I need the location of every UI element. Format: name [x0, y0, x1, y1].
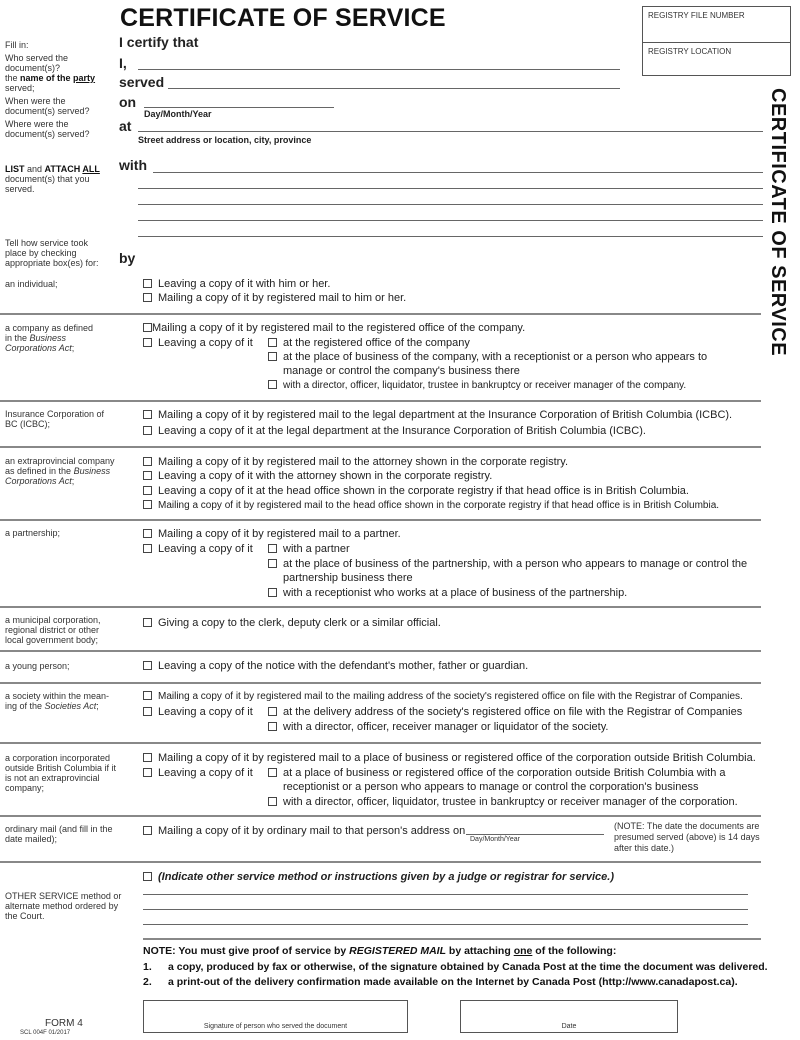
documents-field-3[interactable] — [138, 204, 763, 205]
date-caption: Date — [561, 1023, 577, 1030]
tell-how-help: Tell how service took place by checking appropriate box(es) for: — [5, 238, 99, 268]
address-caption: Street address or location, city, province — [138, 135, 312, 145]
partnership-label: a partnership; — [5, 528, 61, 538]
form-number: FORM 4 — [45, 1018, 83, 1029]
divider — [0, 446, 761, 448]
party-help: the name of the party served; — [5, 73, 96, 93]
partnership-leaving-option[interactable]: Leaving a copy of it — [143, 542, 253, 556]
extraprov-leave-attorney-option[interactable]: Leaving a copy of it with the attorney shown in the corporate registry. — [143, 469, 492, 483]
ordinary-mail-date-field[interactable] — [466, 834, 604, 835]
foreign-corp-place-of-business-option[interactable]: at a place of business or registered office of the corporation outside British Columbia with a — [268, 766, 725, 780]
divider — [0, 815, 761, 817]
divider — [0, 861, 761, 863]
divider — [0, 400, 761, 402]
foreign-corp-label: a corporation incorporated outside British Columbia if it is not an extraprovincial company; — [5, 753, 117, 793]
company-director-option[interactable]: with a director, officer, liquidator, trustee in bankruptcy or receiver manager of the company. — [268, 379, 686, 393]
society-mailing-option[interactable]: Mailing a copy of it by registered mail to the mailing address of the society's registered office on file with the Registrar of Companies. — [143, 690, 743, 704]
vertical-title: CERTIFICATE OF SERVICE — [767, 88, 789, 357]
partnership-mailing-option[interactable]: Mailing a copy of it by registered mail to a partner. — [143, 527, 401, 541]
company-place-of-business-cont: manage or control the company's business there — [283, 365, 520, 377]
divider — [0, 313, 761, 315]
checkbox[interactable] — [143, 426, 152, 435]
company-label: a company as defined in the Business Corporations Act; — [5, 323, 94, 353]
registry-file-number-label: REGISTRY FILE NUMBER — [648, 11, 745, 20]
individual-leaving-option[interactable]: Leaving a copy of it with him or her. — [143, 277, 330, 291]
society-delivery-address-option[interactable]: at the delivery address of the society's registered office on file with the Registrar of Companies — [268, 705, 742, 719]
checkbox[interactable] — [143, 691, 152, 700]
checkbox[interactable] — [268, 544, 277, 553]
young-person-option[interactable]: Leaving a copy of the notice with the defendant's mother, father or guardian. — [143, 659, 528, 673]
foreign-corp-mailing-option[interactable]: Mailing a copy of it by registered mail to a place of business or registered office of the corporation outside British Columbia. — [143, 751, 756, 765]
registered-mail-note: NOTE: You must give proof of service by REGISTERED MAIL by attaching one of the following: — [143, 945, 617, 957]
other-service-field-2[interactable] — [143, 909, 748, 910]
extraprov-mail-attorney-option[interactable]: Mailing a copy of it by registered mail to the attorney shown in the corporate registry. — [143, 455, 568, 469]
society-label: a society within the mean-ing of the Societies Act; — [5, 691, 110, 711]
checkbox[interactable] — [143, 457, 152, 466]
partnership-receptionist-option[interactable]: with a receptionist who works at a place of business of the partnership. — [268, 586, 627, 600]
divider — [143, 938, 761, 940]
checkbox[interactable] — [143, 293, 152, 302]
checkbox[interactable] — [268, 588, 277, 597]
where-served-help: Where were the document(s) served? — [5, 119, 90, 139]
registry-location-field[interactable] — [643, 42, 790, 77]
checkbox[interactable] — [268, 338, 277, 347]
company-mailing-option[interactable]: Mailing a copy of it by registered mail to the registered office of the company. — [143, 321, 525, 335]
individual-mailing-option[interactable]: Mailing a copy of it by registered mail to him or her. — [143, 291, 406, 305]
service-address-field[interactable] — [138, 131, 763, 132]
signature-caption: Signature of person who served the document — [203, 1023, 348, 1030]
checkbox[interactable] — [143, 529, 152, 538]
list-attach-help: LIST and ATTACH ALL document(s) that you served. — [5, 164, 100, 194]
checkbox[interactable] — [143, 500, 152, 509]
company-place-of-business-option[interactable]: at the place of business of the company, with a receptionist or a person who appears to — [268, 350, 707, 364]
checkbox[interactable] — [143, 279, 152, 288]
registry-box — [642, 6, 791, 76]
who-served-help: Who served the document(s)? — [5, 53, 69, 73]
date-signed-field[interactable] — [460, 1000, 678, 1033]
ordinary-mail-note: (NOTE: The date the documents are presumed served (above) is 14 days after this date.) — [614, 821, 760, 853]
server-name-field[interactable] — [138, 69, 620, 70]
divider — [0, 606, 761, 608]
by-label: by — [119, 250, 136, 266]
i-label: I, — [119, 55, 127, 71]
documents-field-4[interactable] — [138, 220, 763, 221]
foreign-corp-director-option[interactable]: with a director, officer, liquidator, trustee in bankruptcy or receiver manager of the corporation. — [268, 795, 738, 809]
page-title: CERTIFICATE OF SERVICE — [120, 4, 446, 32]
other-service-field-1[interactable] — [143, 894, 748, 895]
registry-location-label: REGISTRY LOCATION — [648, 47, 732, 56]
checkbox[interactable] — [143, 471, 152, 480]
checkbox[interactable] — [143, 486, 152, 495]
party-name-field[interactable] — [168, 88, 620, 89]
served-label: served — [119, 74, 165, 90]
divider — [0, 650, 761, 652]
company-leaving-option[interactable]: Leaving a copy of it — [143, 336, 253, 350]
checkbox[interactable] — [143, 707, 152, 716]
checkbox[interactable] — [268, 559, 277, 568]
other-service-option[interactable]: (Indicate other service method or instructions given by a judge or registrar for service.) — [143, 870, 614, 884]
checkbox[interactable] — [143, 410, 152, 419]
divider — [0, 682, 761, 684]
divider — [0, 742, 761, 744]
checkbox[interactable] — [143, 872, 152, 881]
municipal-option[interactable]: Giving a copy to the clerk, deputy clerk or a similar official. — [143, 616, 441, 630]
checkbox[interactable] — [143, 826, 152, 835]
signature-field[interactable] — [143, 1000, 408, 1033]
ordinary-mail-date-caption: Day/Month/Year — [470, 836, 520, 843]
fill-in-label: Fill in: — [5, 40, 29, 50]
company-registered-office-option[interactable]: at the registered office of the company — [268, 336, 470, 350]
individual-label: an individual; — [5, 279, 58, 289]
divider — [0, 519, 761, 521]
with-label: with — [119, 157, 147, 173]
checkbox[interactable] — [268, 380, 277, 389]
form-code: SCL 004F 01/2017 — [20, 1030, 71, 1036]
checkbox[interactable] — [143, 768, 152, 777]
checkbox[interactable] — [268, 797, 277, 806]
checkbox[interactable] — [143, 338, 152, 347]
checkbox[interactable] — [143, 661, 152, 670]
young-person-label: a young person; — [5, 661, 70, 671]
icbc-mailing-option[interactable]: Mailing a copy of it by registered mail to the legal department at the Insurance Corporation of British Columbia (ICBC). — [143, 408, 732, 422]
checkbox[interactable] — [143, 753, 152, 762]
documents-field-2[interactable] — [138, 188, 763, 189]
documents-field-5[interactable] — [138, 236, 763, 237]
extraprov-leave-head-office-option[interactable]: Leaving a copy of it at the head office shown in the corporate registry if that head office is in British Columbia. — [143, 484, 689, 498]
other-service-field-3[interactable] — [143, 924, 748, 925]
at-label: at — [119, 118, 132, 134]
ordinary-mail-label: ordinary mail (and fill in the date mailed); — [5, 824, 113, 844]
checkbox[interactable] — [268, 707, 277, 716]
certify-intro: I certify that — [119, 34, 199, 50]
society-leaving-option[interactable]: Leaving a copy of it — [143, 705, 253, 719]
partnership-with-partner-option[interactable]: with a partner — [268, 542, 350, 556]
documents-field-1[interactable] — [153, 172, 763, 173]
registry-file-number-field[interactable] — [643, 7, 790, 42]
foreign-corp-leaving-option[interactable]: Leaving a copy of it — [143, 766, 253, 780]
icbc-leaving-option[interactable]: Leaving a copy of it at the legal department at the Insurance Corporation of British Columbia (ICBC). — [143, 424, 646, 438]
note-item-1: 1. a copy, produced by fax or otherwise, of the signature obtained by Canada Post at the time the document was delivered. — [143, 961, 768, 973]
other-service-label: OTHER SERVICE method or alternate method ordered by the Court. — [5, 891, 122, 921]
foreign-corp-place-of-business-cont: receptionist or a person who appears to manage or control the corporation's business — [283, 781, 699, 793]
note-item-2: 2. a print-out of the delivery confirmation made available on the Internet by Canada Post (http://www.canadapost.ca). — [143, 976, 738, 988]
extraprovincial-label: an extraprovincial company as defined in the Business Corporations Act; — [5, 456, 115, 486]
checkbox[interactable] — [143, 544, 152, 553]
municipal-label: a municipal corporation, regional district or other local government body; — [5, 615, 101, 645]
partnership-place-of-business-cont: partnership business there — [283, 572, 413, 584]
icbc-label: Insurance Corporation of BC (ICBC); — [5, 409, 105, 429]
ordinary-mail-option[interactable]: Mailing a copy of it by ordinary mail to that person's address on — [143, 824, 465, 838]
served-date-field[interactable] — [144, 107, 334, 108]
served-date-caption: Day/Month/Year — [144, 109, 212, 119]
on-label: on — [119, 94, 137, 110]
checkbox[interactable] — [268, 722, 277, 731]
partnership-place-of-business-option[interactable]: at the place of business of the partnership, with a person who appears to manage or control the — [268, 557, 747, 571]
when-served-help: When were the document(s) served? — [5, 96, 90, 116]
extraprov-mail-head-office-option[interactable]: Mailing a copy of it by registered mail to the head office shown in the corporate registry if that head office is in British Columbia. — [143, 499, 719, 513]
checkbox[interactable] — [268, 768, 277, 777]
society-director-option[interactable]: with a director, officer, receiver manager or liquidator of the society. — [268, 720, 608, 734]
checkbox[interactable] — [268, 352, 277, 361]
checkbox[interactable] — [143, 618, 152, 627]
checkbox[interactable] — [143, 323, 152, 332]
